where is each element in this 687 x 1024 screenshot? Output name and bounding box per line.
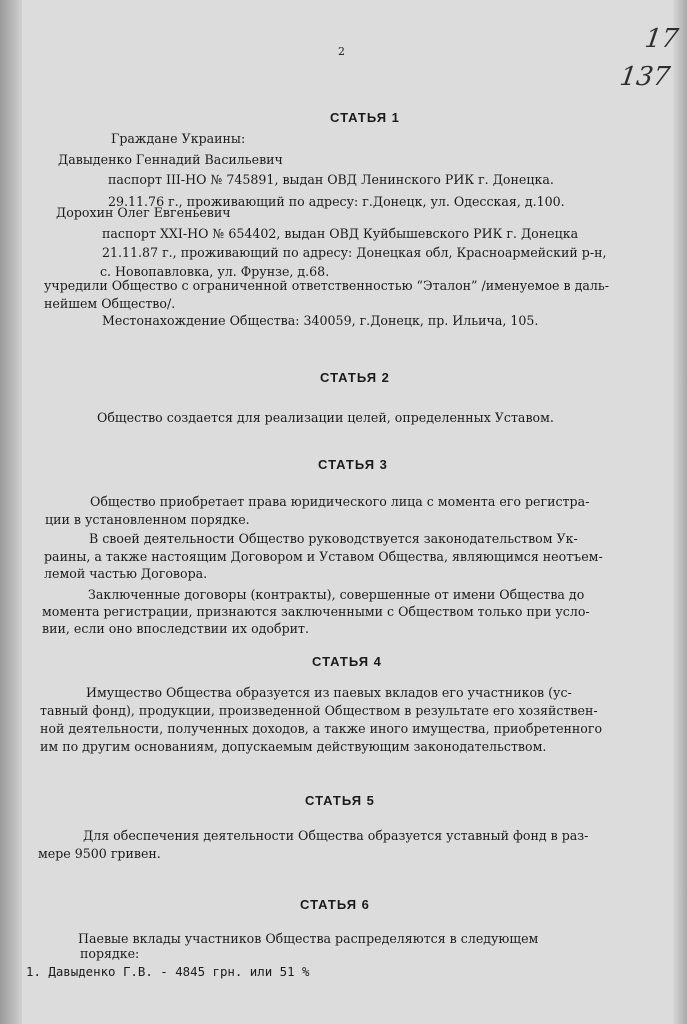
article-1-heading: СТАТЬЯ 1 bbox=[330, 110, 400, 125]
page-binding-edge bbox=[0, 0, 22, 1024]
art1-line: с. Новопавловка, ул. Фрунзе, д.68. bbox=[100, 264, 330, 279]
art3-line: лемой частью Договора. bbox=[44, 566, 208, 581]
art1-line: Давыденко Геннадий Васильевич bbox=[58, 152, 283, 167]
art6-line: Паевые вклады участников Общества распределяются в следующем bbox=[78, 931, 539, 946]
art1-line: учредили Общество с ограниченной ответственностью “Эталон” /именуемое в даль- bbox=[44, 278, 609, 293]
art1-line: нейшем Общество/. bbox=[44, 296, 176, 311]
art1-line: Местонахождение Общества: 340059, г.Донецк, пр. Ильича, 105. bbox=[102, 313, 539, 328]
page-number: 2 bbox=[338, 45, 345, 58]
art3-line: Общество приобретает права юридического лица с момента его регистра- bbox=[90, 494, 590, 509]
art3-line: Заключенные договоры (контракты), совершенные от имени Общества до bbox=[88, 587, 585, 602]
art1-line: Граждане Украины: bbox=[111, 131, 246, 146]
handwritten-number-top: 17 bbox=[642, 24, 681, 54]
art1-line: паспорт III-НО № 745891, выдан ОВД Ленинского РИК г. Донецка. bbox=[108, 172, 554, 187]
art1-line: 21.11.87 г., проживающий по адресу: Донецкая обл, Красноармейский р-н, bbox=[102, 245, 607, 260]
handwritten-number-bottom: 137 bbox=[617, 62, 672, 92]
art3-line: ции в установленном порядке. bbox=[45, 512, 250, 527]
art4-line: им по другим основаниям, допускаемым действующим законодательством. bbox=[40, 739, 547, 754]
art1-line: паспорт XXI-НО № 654402, выдан ОВД Куйбышевского РИК г. Донецка bbox=[102, 226, 579, 241]
art3-line: раины, а также настоящим Договором и Уставом Общества, являющимся неотъем- bbox=[44, 549, 603, 564]
art6-line: 1. Давыденко Г.В. - 4845 грн. или 51 % bbox=[26, 964, 310, 979]
art5-line: мере 9500 гривен. bbox=[38, 846, 161, 861]
art4-line: ной деятельности, полученных доходов, а также иного имущества, приобретенного bbox=[40, 721, 603, 736]
article-3-heading: СТАТЬЯ 3 bbox=[318, 457, 388, 472]
article-4-heading: СТАТЬЯ 4 bbox=[312, 654, 382, 669]
art1-line: Дорохин Олег Евгеньевич bbox=[56, 205, 231, 220]
art3-line: момента регистрации, признаются заключенными с Обществом только при усло- bbox=[42, 604, 590, 619]
art4-line: тавный фонд), продукции, произведенной Обществом в результате его хозяйствен- bbox=[40, 703, 598, 718]
article-6-heading: СТАТЬЯ 6 bbox=[300, 897, 370, 912]
art3-line: В своей деятельности Общество руководствуется законодательством Ук- bbox=[89, 531, 578, 546]
art5-line: Для обеспечения деятельности Общества образуется уставный фонд в раз- bbox=[83, 828, 589, 843]
art3-line: вии, если оно впоследствии их одобрит. bbox=[42, 621, 310, 636]
art6-line: порядке: bbox=[80, 946, 140, 961]
art1-line: 29.11.76 г., проживающий по адресу: г.Донецк, ул. Одесская, д.100. bbox=[108, 194, 565, 209]
article-2-heading: СТАТЬЯ 2 bbox=[320, 370, 390, 385]
article-5-heading: СТАТЬЯ 5 bbox=[305, 793, 375, 808]
page-right-edge bbox=[673, 0, 687, 1024]
art2-line: Общество создается для реализации целей, определенных Уставом. bbox=[97, 410, 554, 425]
art4-line: Имущество Общества образуется из паевых вкладов его участников (ус- bbox=[86, 685, 572, 700]
